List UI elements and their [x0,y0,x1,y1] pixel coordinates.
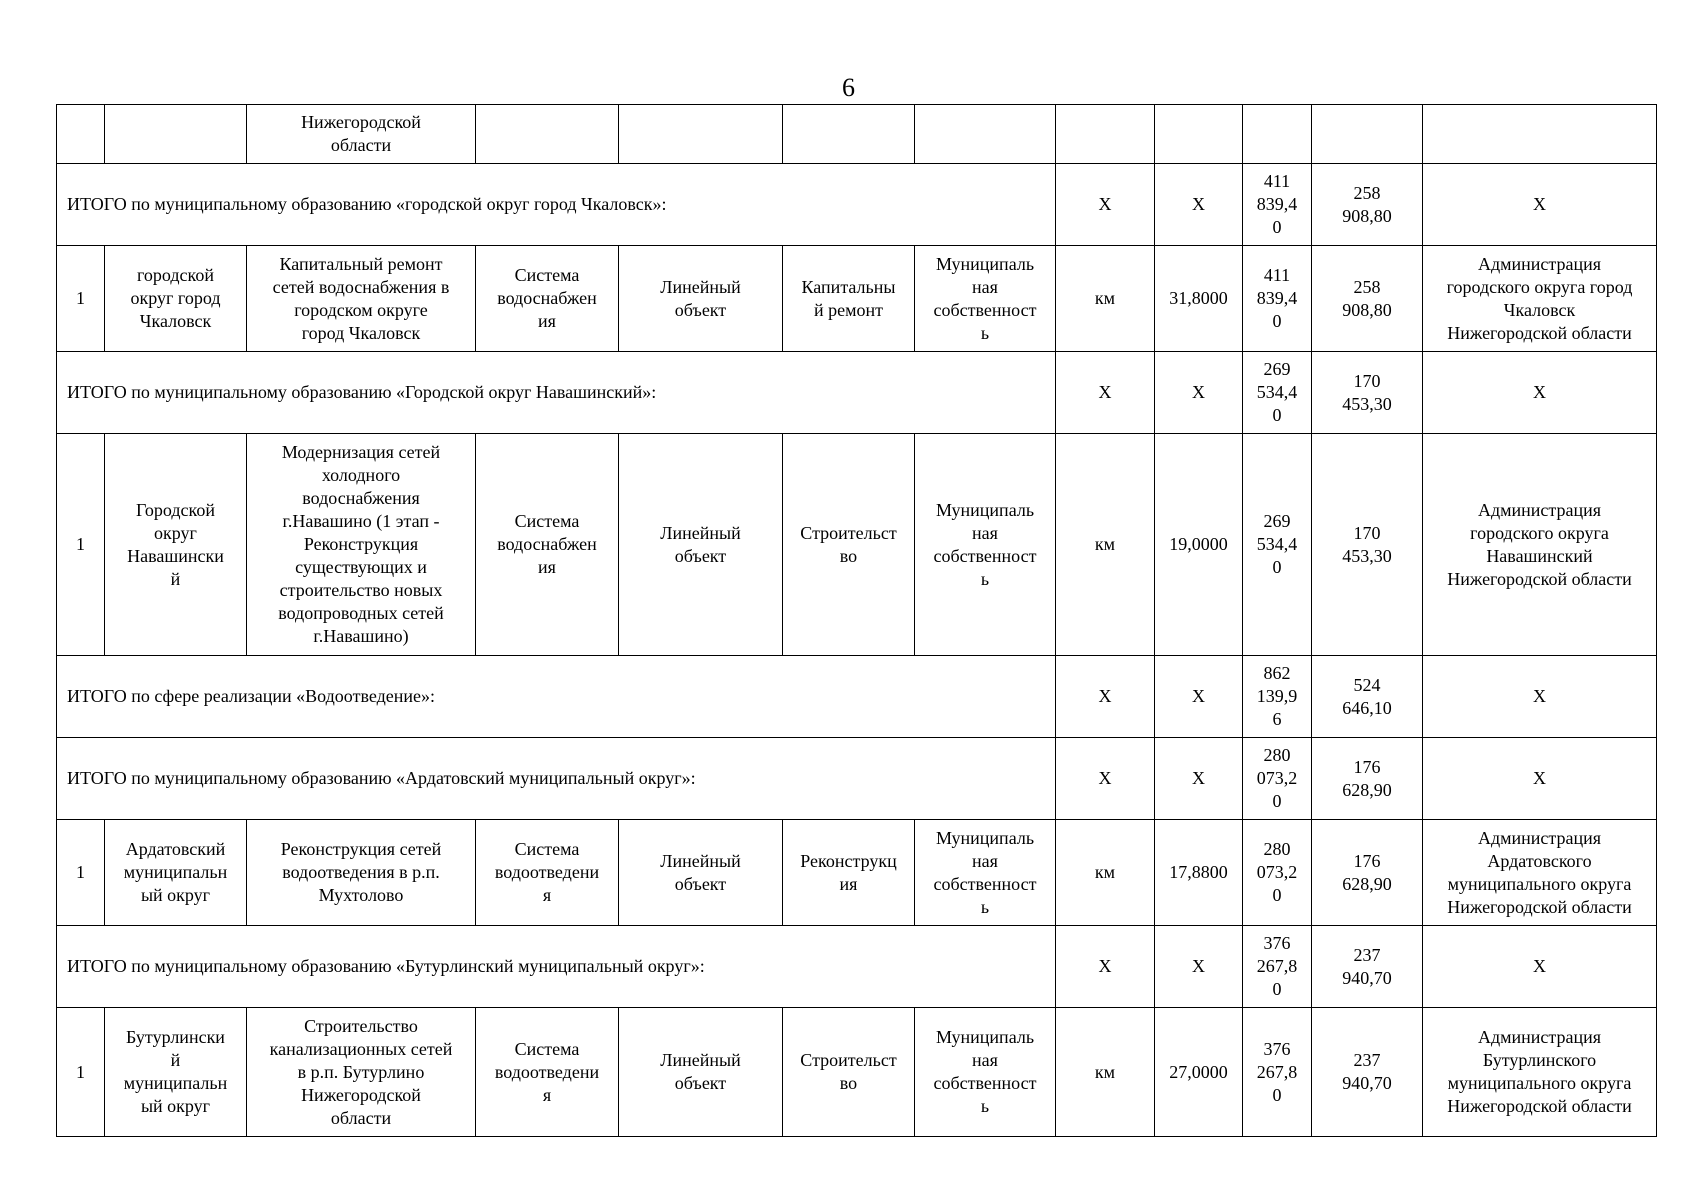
cell-municipality: Городской округ Навашински й [105,434,247,656]
cell-responsible: X [1423,352,1657,434]
cell-funding: 524 646,10 [1312,656,1423,738]
cell-cost: 376 267,8 0 [1243,926,1312,1008]
cell-work-type: Реконструкц ия [783,820,915,926]
cell-municipality [105,105,247,164]
cell-ownership: Муниципаль ная собственност ь [915,434,1056,656]
cell-capacity: 27,0000 [1155,1008,1243,1137]
cell-capacity: X [1155,164,1243,246]
cell-capacity [1155,105,1243,164]
cell-municipality: городской округ город Чкаловск [105,246,247,352]
cell-object-type: Линейный объект [619,1008,783,1137]
cell-capacity: X [1155,656,1243,738]
cell-unit: X [1056,352,1155,434]
cell-municipality: Ардатовский муниципальн ый округ [105,820,247,926]
summary-label: ИТОГО по муниципальному образованию «городской округ город Чкаловск»: [57,164,1056,246]
cell-unit: км [1056,246,1155,352]
cell-object-type [619,105,783,164]
summary-label: ИТОГО по сфере реализации «Водоотведение»: [57,656,1056,738]
cell-cost: 411 839,4 0 [1243,246,1312,352]
cell-unit: X [1056,926,1155,1008]
cell-work-type [783,105,915,164]
cell-unit: X [1056,656,1155,738]
cell-municipality: Бутурлински й муниципальн ый округ [105,1008,247,1137]
cell-capacity: 31,8000 [1155,246,1243,352]
table-row [57,820,1657,926]
table-row [57,1008,1657,1137]
cell-funding: 237 940,70 [1312,1008,1423,1137]
objects-table [56,104,1657,1137]
cell-cost [1243,105,1312,164]
cell-funding: 176 628,90 [1312,738,1423,820]
cell-object-type: Линейный объект [619,820,783,926]
cell-system: Система водоотведени я [476,820,619,926]
cell-ownership: Муниципаль ная собственност ь [915,820,1056,926]
cell-num: 1 [57,820,105,926]
cell-unit: км [1056,820,1155,926]
cell-capacity: X [1155,926,1243,1008]
cell-responsible: X [1423,656,1657,738]
summary-label: ИТОГО по муниципальному образованию «Городской округ Навашинский»: [57,352,1056,434]
cell-unit [1056,105,1155,164]
cell-cost: 280 073,2 0 [1243,738,1312,820]
summary-label: ИТОГО по муниципальному образованию «Бутурлинский муниципальный округ»: [57,926,1056,1008]
cell-unit: X [1056,164,1155,246]
cell-object-type: Линейный объект [619,246,783,352]
cell-num: 1 [57,246,105,352]
cell-work-type: Капитальны й ремонт [783,246,915,352]
cell-system [476,105,619,164]
cell-object-name: Реконструкция сетей водоотведения в р.п. Мухтолово [247,820,476,926]
cell-responsible: Администрация Ардатовского муниципального округа Нижегородской области [1423,820,1657,926]
cell-funding: 258 908,80 [1312,164,1423,246]
cell-funding: 237 940,70 [1312,926,1423,1008]
cell-object-name [247,105,476,164]
cell-unit: км [1056,1008,1155,1137]
summary-row [57,352,1657,434]
object-name-text: Нижегородской области [301,112,421,155]
table-row [57,246,1657,352]
summary-label: ИТОГО по муниципальному образованию «Ардатовский муниципальный округ»: [57,738,1056,820]
cell-unit: км [1056,434,1155,656]
cell-capacity: X [1155,352,1243,434]
cell-funding: 170 453,30 [1312,352,1423,434]
cell-ownership: Муниципаль ная собственност ь [915,1008,1056,1137]
cell-capacity: 17,8800 [1155,820,1243,926]
summary-row [57,738,1657,820]
cell-responsible: Администрация Бутурлинского муниципального округа Нижегородской области [1423,1008,1657,1137]
cell-responsible: X [1423,738,1657,820]
cell-funding [1312,105,1423,164]
cell-cost: 862 139,9 6 [1243,656,1312,738]
cell-num: 1 [57,434,105,656]
cell-object-name: Модернизация сетей холодного водоснабжения г.Навашино (1 этап - Реконструкция существующих и строительство новых водопроводных сетей г.Навашино) [247,434,476,656]
cell-responsible [1423,105,1657,164]
cell-cost: 269 534,4 0 [1243,434,1312,656]
table-row [57,434,1657,656]
cell-object-name: Капитальный ремонт сетей водоснабжения в городском округе город Чкаловск [247,246,476,352]
cell-funding: 176 628,90 [1312,820,1423,926]
cell-cost: 269 534,4 0 [1243,352,1312,434]
summary-row [57,164,1657,246]
page-number: 6 [842,73,855,102]
cell-ownership [915,105,1056,164]
cell-funding: 258 908,80 [1312,246,1423,352]
cell-funding: 170 453,30 [1312,434,1423,656]
cell-responsible: X [1423,164,1657,246]
cell-object-type: Линейный объект [619,434,783,656]
cell-work-type: Строительст во [783,434,915,656]
cell-ownership: Муниципаль ная собственност ь [915,246,1056,352]
cell-system: Система водоотведени я [476,1008,619,1137]
cell-cost: 376 267,8 0 [1243,1008,1312,1137]
summary-row [57,656,1657,738]
cell-capacity: 19,0000 [1155,434,1243,656]
cell-capacity: X [1155,738,1243,820]
cell-object-name: Строительство канализационных сетей в р.п. Бутурлино Нижегородской области [247,1008,476,1137]
cell-cost: 280 073,2 0 [1243,820,1312,926]
cell-responsible: Администрация городского округа город Чкаловск Нижегородской области [1423,246,1657,352]
cell-responsible: Администрация городского округа Навашинский Нижегородской области [1423,434,1657,656]
cell-work-type: Строительст во [783,1008,915,1137]
cell-system: Система водоснабжен ия [476,434,619,656]
summary-row [57,926,1657,1008]
cell-responsible: X [1423,926,1657,1008]
cell-cost: 411 839,4 0 [1243,164,1312,246]
table-row [57,105,1657,164]
cell-unit: X [1056,738,1155,820]
cell-num [57,105,105,164]
cell-num: 1 [57,1008,105,1137]
cell-system: Система водоснабжен ия [476,246,619,352]
